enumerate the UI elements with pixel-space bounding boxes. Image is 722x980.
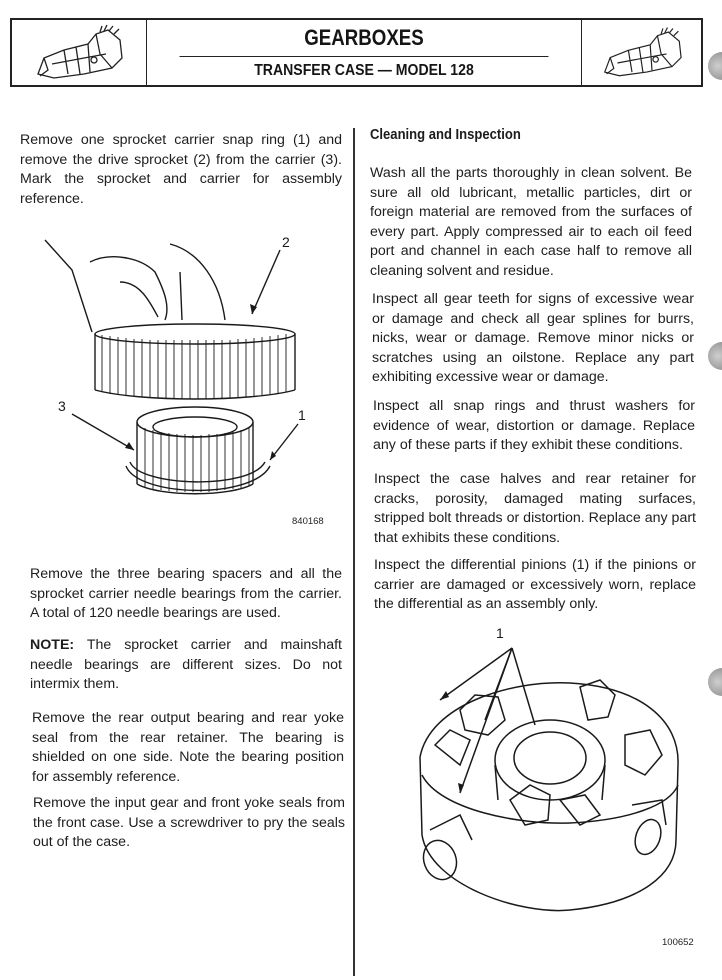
leader-line-2 [252, 250, 280, 314]
binder-hole-mark [708, 342, 722, 370]
paragraph-text: Remove one sprocket carrier snap ring (1) and remove the drive sprocket (2) from the carrier (3). Mark the sprocket and carrier for assembly reference. [20, 132, 342, 207]
gearbox-illustration-icon [592, 24, 692, 82]
column-divider [353, 128, 355, 976]
page-subtitle: TRANSFER CASE — MODEL 128 [254, 62, 474, 79]
right-paragraph-3 [373, 397, 695, 456]
paragraph-text: Inspect all snap rings and thrust washers for evidence of wear, distortion or damage. Replace any of these parts if they exhibit these conditions. [373, 398, 695, 453]
left-paragraph-3 [32, 709, 344, 787]
paragraph-text: Inspect the case halves and rear retainer for cracks, porosity, damaged mating surfaces, stripped bolt threads or distortion. Replace any part that exhibits these conditions. [374, 471, 696, 546]
differential-illustration [400, 625, 700, 955]
figure-code: 840168 [292, 516, 324, 527]
paragraph-text: Inspect the differential pinions (1) if the pinions or carrier are damaged or excessively worn, replace the differential as an assembly only. [374, 557, 696, 612]
right-paragraph-4 [374, 470, 696, 548]
paragraph-text: Remove the three bearing spacers and all the sprocket carrier needle bearings from the carrier. A total of 120 needle bearings are used. [30, 566, 342, 621]
paragraph-text: Remove the input gear and front yoke seals from the front case. Use a screwdriver to pry the seals out of the case. [33, 795, 345, 850]
left-paragraph-4 [33, 794, 345, 853]
leader-line-1a [440, 648, 512, 700]
paragraph-text: Inspect all gear teeth for signs of excessive wear or damage and check all gear splines for burrs, nicks, wear or damage. Remove minor nicks or scratches using an oilstone. Replace any part exhibiting excessive wear or damage. [372, 291, 694, 385]
leader-line-1d [512, 648, 535, 725]
paragraph-text: Remove the rear output bearing and rear yoke seal from the rear retainer. The bearing is shielded on one side. Note the bearing position for assembly reference. [32, 710, 344, 785]
section-heading: Cleaning and Inspection [370, 127, 521, 143]
gearbox-illustration-icon [24, 24, 134, 82]
note-text: The sprocket carrier and mainshaft needle bearings are different sizes. Do not intermix them. [30, 637, 342, 692]
binder-hole-mark [708, 52, 722, 80]
hand-outline [45, 240, 92, 332]
callout-1: 1 [298, 407, 306, 423]
left-paragraph-2 [30, 565, 342, 624]
note-block [30, 636, 342, 695]
page-title: GEARBOXES [180, 20, 549, 57]
paragraph-text: Wash all the parts thoroughly in clean solvent. Be sure all old lubricant, metallic particles, dirt or foreign material are removed from the surfaces of every part. Apply compressed air to each oil feed port and channel in each case half to remove all cleaning solvent and residue. [370, 165, 692, 279]
callout-1: 1 [496, 625, 504, 641]
page-header [10, 18, 703, 87]
sprocket-carrier-illustration [30, 222, 330, 532]
right-paragraph-2 [372, 290, 694, 388]
note-label: NOTE: [30, 637, 75, 653]
figure-differential [400, 625, 700, 955]
binder-hole-mark [708, 668, 722, 696]
leader-line-3 [72, 414, 134, 450]
header-left-icon-box [12, 20, 147, 85]
callout-2: 2 [282, 234, 290, 250]
figure-sprocket-removal [30, 222, 330, 532]
figure-code: 100652 [662, 937, 694, 948]
header-right-icon-box [581, 20, 701, 85]
right-paragraph-1 [370, 164, 692, 281]
right-paragraph-5 [374, 556, 696, 615]
callout-3: 3 [58, 398, 66, 414]
leader-line-1c [485, 648, 512, 720]
left-paragraph-1 [20, 131, 342, 209]
